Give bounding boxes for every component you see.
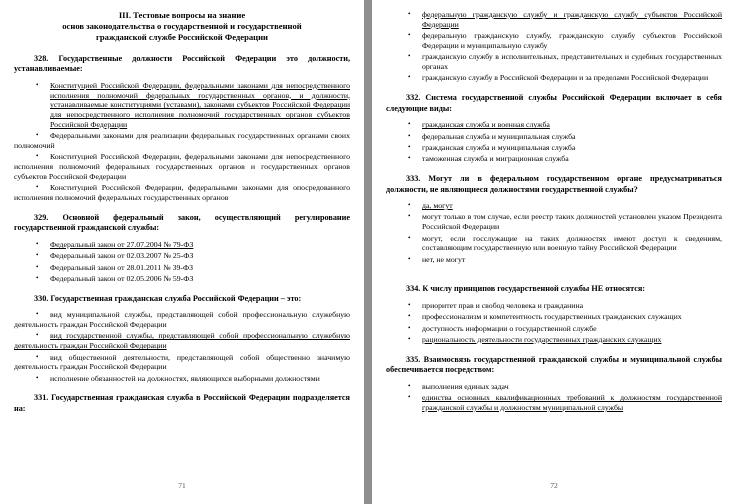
answer-331-3: • гражданскую службу в исполнительных, представительных и судебных государственных органах [408,52,722,71]
answers-329 [14,240,350,284]
answer-335-1: • выполнения единых задач [408,381,509,391]
bullet-icon: • [408,254,411,263]
page-number: 72 [550,481,558,490]
answer-332-2: • федеральная служба и муниципальная служба [408,131,576,141]
answer-333-2: • могут только в том случае, если реестр таких должностей установлен указом Президента Российской Федерации [408,212,722,232]
bullet-icon: • [408,233,411,242]
answer-329-4: • Федеральный закон от 02.05.2006 № 59-ФЗ [36,273,194,283]
bullet-icon: • [408,301,411,310]
bullet-icon: • [408,52,411,61]
answer-334-3: • доступность информации о государственной службе [408,323,597,333]
bullet-icon: • [36,131,39,140]
answer-330-1: • вид муниципальной службы, представляющей собой профессиональную служебную деятельность граждан Российской Федерации [14,310,350,330]
answer-333-1: • да, могут [408,201,453,211]
answer-331-1: • федеральную гражданскую службу и гражданскую службу субъектов Российской Федерации [408,10,722,29]
answers-332 [386,120,722,164]
answer-329-3: • Федеральный закон от 28.01.2011 № 39-ФЗ [36,262,194,272]
bullet-icon: • [408,142,411,151]
section-title-line-3: гражданской службе Российской Федерации [95,32,269,43]
bullet-icon: • [36,251,39,260]
bullet-icon: • [36,152,39,161]
bullet-icon: • [36,262,39,271]
answers-334 [386,301,722,345]
bullet-icon: • [408,334,411,343]
bullet-icon: • [408,10,411,18]
answer-335-2: • единства основных квалификационных требований к должностям государственной гражданской службы и должностям муниципальной службы [408,393,722,412]
bullet-icon: • [36,273,39,282]
answers-330 [14,310,350,383]
answer-334-1: • приоритет прав и свобод человека и гражданина [408,301,584,311]
bullet-icon: • [36,331,39,340]
question-332: 332. Система государственной службы Российской Федерации включает в себя следующие виды: [386,93,722,113]
question-334: 334. К числу принципов государственной службы НЕ относятся: [406,284,646,294]
answer-332-4: • таможенная служба и миграционная служба [408,154,569,164]
question-329: 329. Основной федеральный закон, осуществляющий регулирование государственной гражданской службы: [14,212,350,233]
page-72 [372,0,736,504]
question-330: 330. Государственная гражданская служба Российской Федерации – это: [34,293,302,303]
page-71 [0,0,364,504]
answer-333-4: • нет, не могут [408,254,466,264]
answer-331-2: • федеральную гражданскую службу, гражданскую службу субъектов Российской Федерации и муниципальную службу [408,31,722,50]
question-335: 335. Взаимосвязь государственной гражданской службы и муниципальной службы обеспечивается посредством: [386,354,722,375]
bullet-icon: • [408,393,411,402]
bullet-icon: • [408,323,411,332]
bullet-icon: • [408,381,411,390]
answer-329-2: • Федеральный закон от 02.03.2007 № 25-ФЗ [36,251,194,261]
answer-333-3: • могут, если госслужащие на таких должностях имеют доступ к сведениям, составляющим государственную или военную тайну Российской Федерации [408,233,722,253]
answer-334-2: • профессионализм и компетентность государственных гражданских служащих [408,312,682,322]
answer-332-1: • гражданская служба и военная служба [408,120,550,130]
answer-330-2: • вид государственной службы, представляющей собой профессиональную служебную деятельность граждан Российской Федерации [14,331,350,351]
answer-328-1: • Конституцией Российской Федерации, федеральными законами для непосредственного исполнения полномочий федеральных государственных органов, и должности, устанавливаемые конституциями (уставами), законами субъектов Российской Федерации для непосредственного исполнения полномочий государственных органов субъектов Российской Федерации [36,80,350,129]
bullet-icon: • [36,183,39,192]
answers-333 [386,201,722,264]
question-333: 333. Могут ли в федеральном государственном органе предусматриваться должности, не являющиеся должностями государственной службы? [386,173,722,194]
answer-328-4: • Конституцией Российской Федерации, федеральными законами для опосредованного исполнения полномочий федеральных государственных органов [14,183,350,203]
answers-331 [386,10,722,83]
section-title [14,10,350,44]
section-title-line-1: III. Тестовые вопросы на знание [118,10,246,20]
page-71-content [14,10,350,421]
section-title-line-2: основ законодательства о государственной и государственной [62,21,302,32]
bullet-icon: • [408,31,411,40]
answers-328 [14,81,350,203]
bullet-icon: • [36,310,39,319]
bullet-icon: • [408,201,411,210]
answer-330-3: • вид общественной деятельности, представляющей собой общественно значимую деятельность граждан Российской Федерации [14,352,350,372]
answer-328-3: • Конституцией Российской Федерации, федеральными законами для непосредственного исполнения полномочий федеральных государственных органов и государственных органов субъектов Российской Федерации [14,152,350,181]
bullet-icon: • [36,80,39,89]
page-number: 71 [178,481,186,490]
bullet-icon: • [408,73,411,82]
answer-329-1: • Федеральный закон от 27.07.2004 № 79-ФЗ [36,240,194,250]
page-gap [364,0,372,504]
bullet-icon: • [36,352,39,361]
question-328: 328. Государственные должности Российской Федерации это должности, устанавливаемые: [14,53,350,74]
answer-331-4: • гражданскую службу в Российской Федерации и за пределами Российской Федерации [408,73,709,83]
bullet-icon: • [408,312,411,321]
bullet-icon: • [408,131,411,140]
bullet-icon: • [408,120,411,129]
answer-328-2: • Федеральными законами для реализации федеральных государственных органами своих полномочий [14,131,350,151]
question-331: 331. Государственная гражданская служба в Российской Федерации подразделяется на: [14,393,350,413]
answer-332-3: • гражданская служба и муниципальная служба [408,142,576,152]
page-72-content [386,10,722,414]
bullet-icon: • [408,154,411,163]
answer-330-4: • исполнение обязанностей на должностях, являющихся выборными должностями [36,373,320,383]
bullet-icon: • [408,212,411,221]
bullet-icon: • [36,240,39,249]
answers-335 [386,382,722,413]
answer-334-4: • рациональность деятельности государственных гражданских служащих [408,334,662,344]
bullet-icon: • [36,373,39,382]
